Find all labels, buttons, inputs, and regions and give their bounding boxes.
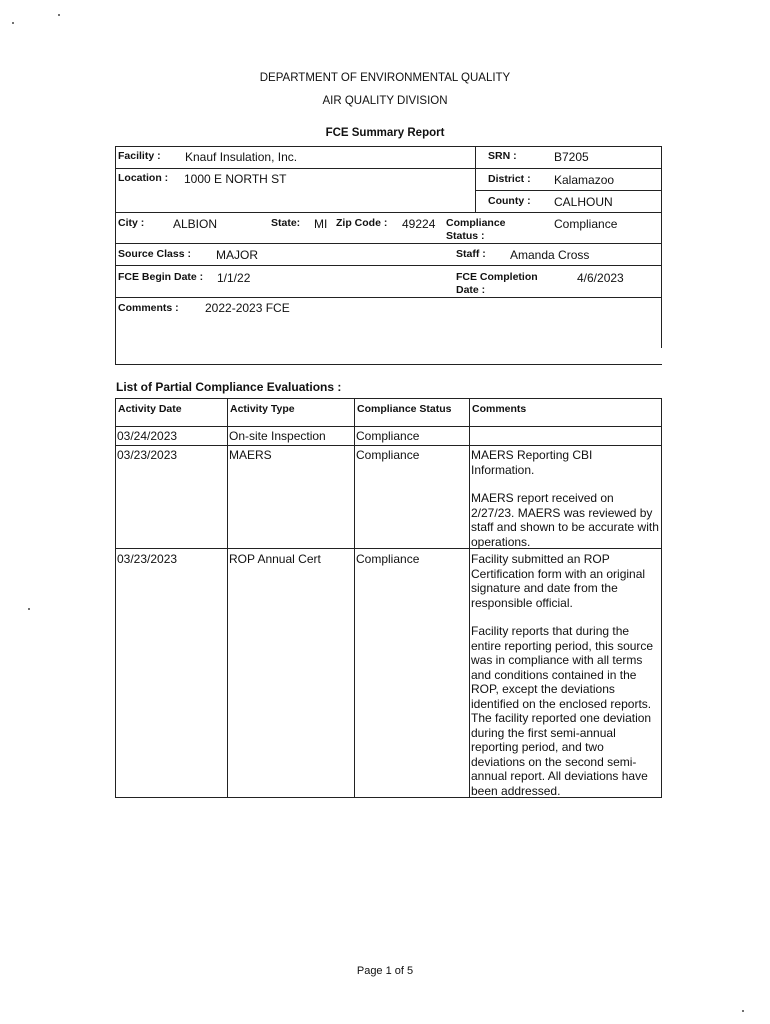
column-header-comments: Comments [472,403,527,415]
report-title: FCE Summary Report [325,127,445,139]
city-value: ALBION [173,217,218,231]
srn-value: B7205 [554,150,589,164]
column-header-compliance-status: Compliance Status [357,403,452,415]
evaluations-title: List of Partial Compliance Evaluations : [116,380,342,394]
compliance-status-label-2: Status : [446,230,485,242]
zip-label: Zip Code : [336,217,388,229]
row-3-comment-1: Facility submitted an ROP Certification form with an original signature and date from the responsible official. [471,552,646,610]
row-1-status: Compliance [356,429,420,443]
state-value: MI [314,217,328,231]
row-3-type: ROP Annual Cert [229,552,321,566]
row-2-comment-1: MAERS Reporting CBI Information. [471,448,593,477]
row-2-type: MAERS [229,448,272,462]
state-label: State: [271,217,301,229]
county-label: County : [488,195,531,207]
row-2-comment-2: MAERS report received on 2/27/23. MAERS was reviewed by staff and shown to be accurate with operations. [471,491,659,549]
row-2-date: 03/23/2023 [117,448,178,462]
scan-speck [742,1010,744,1012]
row-3-status: Compliance [356,552,420,566]
scan-speck [58,14,60,16]
page-number: Page 1 of 5 [356,965,414,977]
fce-completion-label-2: Date : [456,284,486,296]
fce-completion-label: FCE Completion [456,271,538,283]
fce-begin-date-value: 1/1/22 [217,271,251,285]
fce-completion-value: 4/6/2023 [577,271,624,285]
location-value: 1000 E NORTH ST [184,172,287,186]
division-heading: AIR QUALITY DIVISION [322,95,448,107]
fce-begin-date-label: FCE Begin Date : [118,271,204,283]
compliance-status-value: Compliance [554,217,618,231]
source-class-value: MAJOR [216,248,258,262]
compliance-status-label: Compliance [446,217,506,229]
county-value: CALHOUN [554,195,613,209]
location-label: Location : [118,172,169,184]
row-1-date: 03/24/2023 [117,429,178,443]
facility-value: Knauf Insulation, Inc. [185,150,298,164]
city-label: City : [118,217,145,229]
source-class-label: Source Class : [118,248,191,260]
srn-label: SRN : [488,150,517,162]
scan-speck [28,608,30,610]
column-header-activity-date: Activity Date [118,403,182,415]
district-label: District : [488,173,531,185]
staff-label: Staff : [456,248,486,260]
row-2-status: Compliance [356,448,420,462]
district-value: Kalamazoo [554,173,615,187]
zip-value: 49224 [402,217,436,231]
staff-value: Amanda Cross [510,248,590,262]
scan-speck [12,22,14,24]
row-3-comment-2: Facility reports that during the entire reporting period, this source was in compliance with all terms and conditions contained in the ROP, except the deviations identified on the enclosed reports. The facility reported one deviation during the first semi-annual reporting period, and two deviations on the second semi-annual report. All deviations have been addressed. [471,624,654,798]
column-header-activity-type: Activity Type [230,403,295,415]
row-1-type: On-site Inspection [229,429,326,443]
comments-label: Comments : [118,302,179,314]
facility-label: Facility : [118,150,161,162]
comments-value: 2022-2023 FCE [205,301,290,315]
row-3-date: 03/23/2023 [117,552,178,566]
department-heading: DEPARTMENT OF ENVIRONMENTAL QUALITY [259,72,511,84]
